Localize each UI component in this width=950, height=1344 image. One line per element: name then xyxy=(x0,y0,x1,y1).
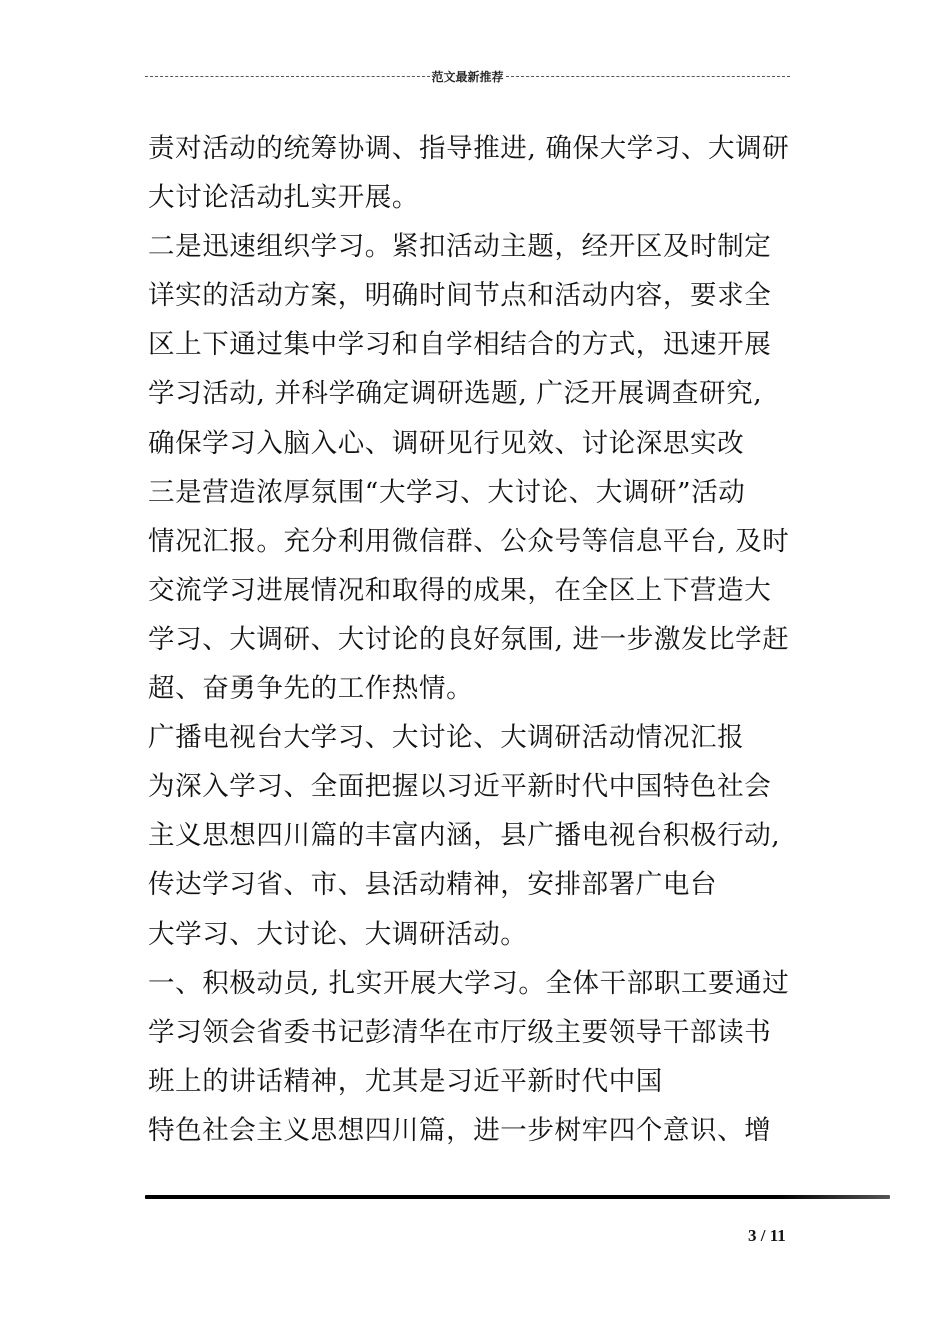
document-body xyxy=(148,124,818,1155)
footer-divider xyxy=(145,1195,890,1199)
body-line: 学习活动, 并科学确定调研选题, 广泛开展调查研究, xyxy=(148,378,763,410)
body-line: 广播电视台大学习、大讨论、大调研活动情况汇报 xyxy=(148,722,745,754)
body-line: 为深入学习、全面把握以习近平新时代中国特色社会 xyxy=(148,771,772,803)
body-line: 班上的讲话精神，尤其是习近平新时代中国 xyxy=(148,1065,663,1097)
page-header xyxy=(145,66,790,86)
body-line: 详实的活动方案，明确时间节点和活动内容，要求全 xyxy=(148,280,772,312)
body-line: 学习、大调研、大讨论的良好氛围, 进一步激发比学赶 xyxy=(148,623,790,655)
body-line: 二是迅速组织学习。紧扣活动主题，经开区及时制定 xyxy=(148,231,772,263)
body-line: 大讨论活动扎实开展。 xyxy=(148,182,419,214)
body-line: 交流学习进展情况和取得的成果，在全区上下营造大 xyxy=(148,574,772,606)
body-line: 三是营造浓厚氛围“大学习、大讨论、大调研”活动 xyxy=(148,476,746,508)
body-line: 超、奋勇争先的工作热情。 xyxy=(148,673,474,705)
body-line: 责对活动的统筹协调、指导推进, 确保大学习、大调研 xyxy=(148,133,790,164)
body-line: 主义思想四川篇的丰富内涵，县广播电视台积极行动, xyxy=(148,820,781,852)
body-line: 一、积极动员, 扎实开展大学习。全体干部职工要通过 xyxy=(148,967,790,999)
header-label: 范文最新推荐 xyxy=(431,69,504,84)
body-line: 大学习、大讨论、大调研活动。 xyxy=(148,918,528,950)
header-dash-right xyxy=(506,76,791,77)
body-line: 情况汇报。充分利用微信群、公众号等信息平台, 及时 xyxy=(148,525,790,557)
header-dash-left xyxy=(145,76,430,77)
body-line: 特色社会主义思想四川篇，进一步树牢四个意识、增 xyxy=(148,1114,772,1146)
page-number: 3 / 11 xyxy=(748,1226,786,1245)
body-line: 传达学习省、市、县活动精神，安排部署广电台 xyxy=(148,869,718,901)
body-line: 确保学习入脑入心、调研见行见效、讨论深思实改 xyxy=(148,427,745,459)
body-line: 学习领会省委书记彭清华在市厅级主要领导干部读书 xyxy=(148,1016,772,1048)
body-line: 区上下通过集中学习和自学相结合的方式，迅速开展 xyxy=(148,329,772,361)
